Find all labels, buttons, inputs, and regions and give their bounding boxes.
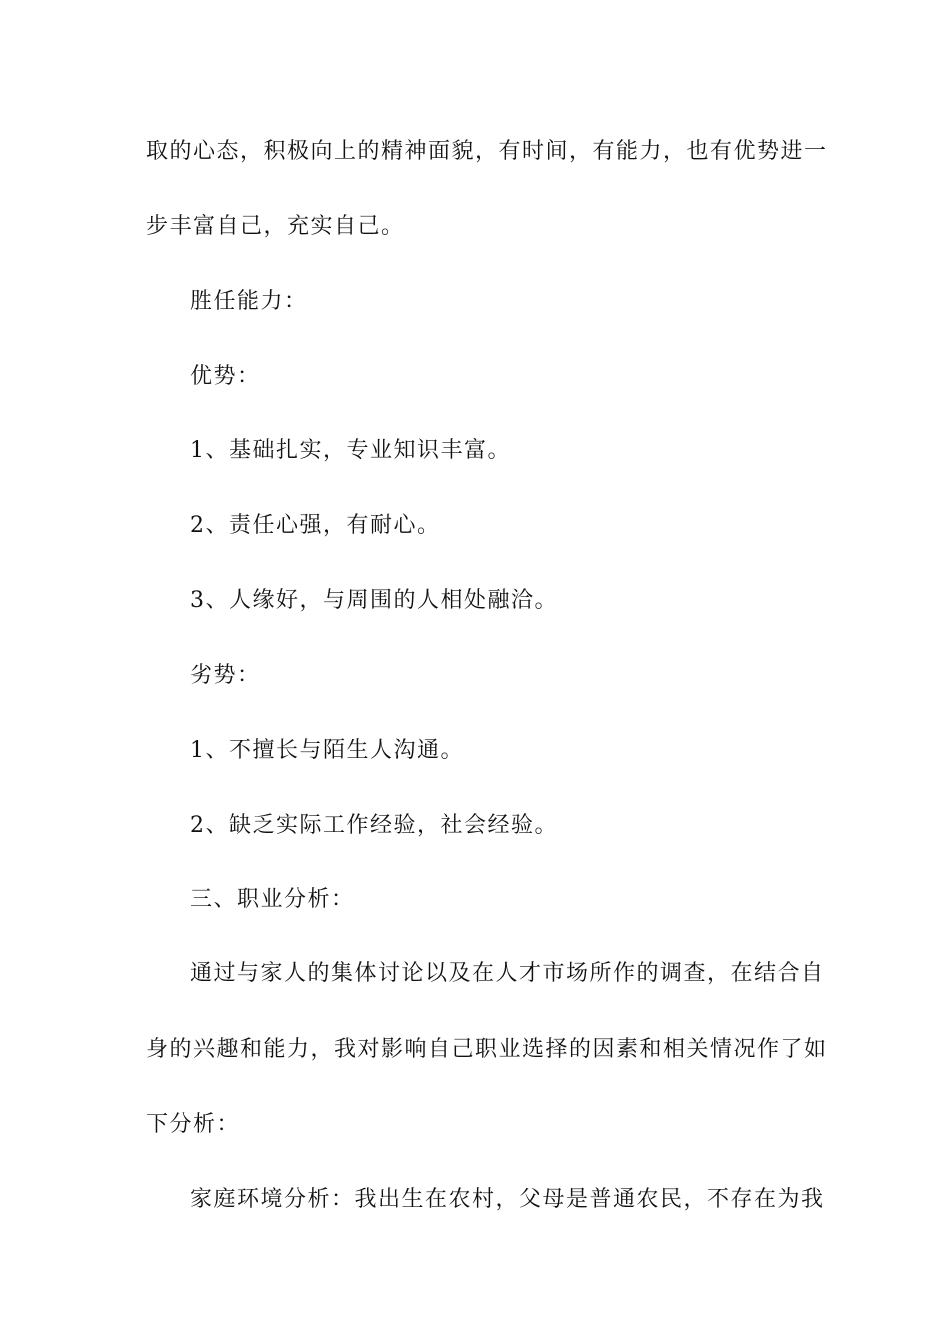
section-heading: 三、职业分析： [190,887,355,912]
paragraph-line: 家庭环境分析：我出生在农村，父母是普通农民，不存在为我 [190,1187,825,1212]
paragraph-line: 身的兴趣和能力，我对影响自己职业选择的因素和相关情况作了如 [146,1037,828,1062]
list-item: 3、人缘好，与周围的人相处融洽。 [190,588,558,613]
subheading-strengths: 优势： [190,364,261,389]
list-item: 2、缺乏实际工作经验，社会经验。 [190,813,558,838]
paragraph-line: 通过与家人的集体讨论以及在人才市场所作的调查，在结合自 [190,961,825,986]
list-item: 1、不擅长与陌生人沟通。 [190,738,464,763]
paragraph-line: 下分析： [146,1112,241,1137]
section-heading: 胜任能力： [190,289,308,314]
list-item: 2、责任心强，有耐心。 [190,513,441,538]
paragraph-line: 步丰富自己，充实自己。 [146,214,405,239]
subheading-weaknesses: 劣势： [190,663,261,688]
list-item: 1、基础扎实，专业知识丰富。 [190,438,511,463]
paragraph-line: 取的心态，积极向上的精神面貌，有时间，有能力，也有优势进一 [146,139,828,164]
